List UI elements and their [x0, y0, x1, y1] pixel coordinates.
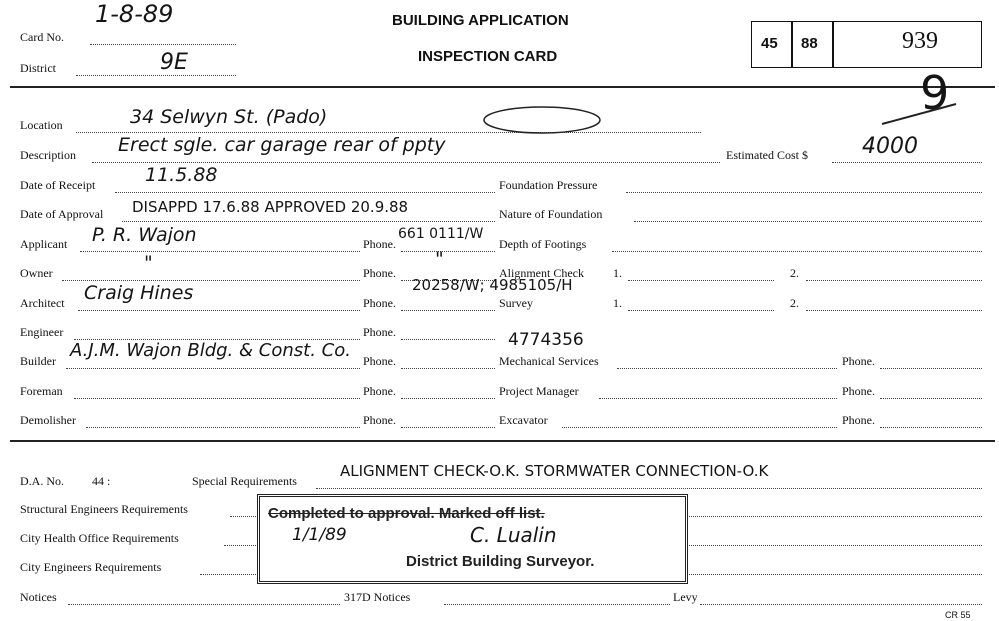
- builder-value: A.J.M. Wajon Bldg. & Const. Co.: [70, 340, 351, 361]
- completion-stamp: [257, 494, 688, 584]
- date-approval-value: DISAPPD 17.6.88 APPROVED 20.9.88: [132, 198, 409, 216]
- demolisher-label: Demolisher: [20, 413, 76, 427]
- district-value: 9E: [160, 50, 188, 75]
- special-requirements-label: Special Requirements: [192, 474, 297, 488]
- stamp-signature: C. Lualin: [470, 523, 557, 547]
- reference-b: 88: [801, 35, 818, 52]
- architect-phone-label: Phone.: [363, 296, 396, 310]
- notices-label: Notices: [20, 590, 57, 604]
- excavator-label: Excavator: [499, 413, 548, 427]
- structural-requirements-label: Structural Engineers Requirements: [20, 502, 188, 516]
- city-engineers-label: City Engineers Requirements: [20, 560, 162, 574]
- architect-value: Craig Hines: [84, 282, 194, 304]
- foreman-line: [74, 398, 360, 399]
- owner-value: ": [144, 252, 153, 274]
- levy-label: Levy: [673, 590, 698, 604]
- card-number-line: [90, 44, 236, 45]
- architect-label: Architect: [20, 296, 65, 310]
- excavator-phone-line: [880, 427, 982, 428]
- card-number-value: 1-8-89: [95, 0, 174, 28]
- card-title-line2: INSPECTION CARD: [418, 48, 558, 65]
- builder-label: Builder: [20, 354, 56, 368]
- estimated-cost-label: Estimated Cost $: [726, 148, 808, 162]
- foreman-phone-label: Phone.: [363, 384, 396, 398]
- header-divider: [10, 86, 995, 88]
- applicant-phone-value: 661 0111/W: [398, 226, 484, 242]
- notices-317d-label: 317D Notices: [344, 590, 411, 604]
- special-requirements-line: [316, 488, 982, 489]
- architect-line: [78, 310, 360, 311]
- mechanical-phone-line: [880, 368, 982, 369]
- description-line: [92, 162, 720, 163]
- margin-mark: 9: [920, 66, 950, 120]
- notices-line: [68, 604, 340, 605]
- location-line: [76, 132, 701, 133]
- foundation-pressure-line: [626, 192, 982, 193]
- location-value: 34 Selwyn St. (Pado): [130, 106, 328, 128]
- architect-phone-line: [401, 310, 495, 311]
- builder-phone-line: [401, 368, 495, 369]
- nature-foundation-label: Nature of Foundation: [499, 207, 603, 221]
- card-title-line1: BUILDING APPLICATION: [392, 12, 569, 29]
- stamp-text-line2: District Building Surveyor.: [406, 553, 595, 570]
- excavator-phone-label: Phone.: [842, 413, 875, 427]
- owner-phone-value: ": [435, 248, 444, 270]
- alignment-check-line1: [628, 280, 774, 281]
- depth-footings-line: [612, 251, 982, 252]
- notices-317d-line: [444, 604, 670, 605]
- description-label: Description: [20, 148, 76, 162]
- reference-a: 45: [761, 35, 778, 52]
- alignment-check-num1: 1.: [613, 266, 622, 280]
- project-manager-phone-label: Phone.: [842, 384, 875, 398]
- district-line: [76, 75, 236, 76]
- district-label: District: [20, 61, 56, 75]
- owner-line: [62, 280, 360, 281]
- engineer-label: Engineer: [20, 325, 64, 339]
- survey-line2: [806, 310, 982, 311]
- alignment-check-label: Alignment Check: [499, 266, 584, 280]
- depth-footings-label: Depth of Footings: [499, 237, 587, 251]
- foreman-phone-line: [401, 398, 495, 399]
- reference-c: 939: [902, 28, 938, 54]
- owner-phone-label: Phone.: [363, 266, 396, 280]
- estimated-cost-line: [832, 162, 982, 163]
- engineer-phone-line: [401, 339, 495, 340]
- foundation-pressure-label: Foundation Pressure: [499, 178, 598, 192]
- builder-line: [66, 368, 360, 369]
- mechanical-phone-label: Phone.: [842, 354, 875, 368]
- stamp-date: 1/1/89: [292, 525, 347, 545]
- foreman-label: Foreman: [20, 384, 63, 398]
- date-receipt-label: Date of Receipt: [20, 178, 96, 192]
- demolisher-phone-line: [401, 427, 495, 428]
- alignment-check-line2: [806, 280, 982, 281]
- engineer-phone-label: Phone.: [363, 325, 396, 339]
- nature-foundation-line: [634, 221, 982, 222]
- owner-label: Owner: [20, 266, 53, 280]
- stamp-text-line1: Completed to approval. Marked off list.: [268, 505, 545, 522]
- da-number-value: 44 :: [92, 474, 111, 488]
- location-label: Location: [20, 118, 63, 132]
- date-approval-line: [122, 221, 495, 222]
- description-value: Erect sgle. car garage rear of ppty: [118, 134, 446, 156]
- survey-num2: 2.: [790, 296, 799, 310]
- architect-phone-value: 20258/W; 4985105/H: [412, 276, 573, 294]
- card-number-label: Card No.: [20, 30, 64, 44]
- builder-phone-value: 4774356: [508, 330, 584, 350]
- applicant-line: [80, 251, 360, 252]
- da-number-label: D.A. No.: [20, 474, 64, 488]
- applicant-phone-line: [401, 251, 495, 252]
- date-receipt-line: [115, 192, 495, 193]
- survey-line1: [628, 310, 774, 311]
- builder-phone-label: Phone.: [363, 354, 396, 368]
- project-manager-line: [599, 398, 837, 399]
- reference-box: [751, 21, 982, 68]
- applicant-phone-label: Phone.: [363, 237, 396, 251]
- date-receipt-value: 11.5.88: [145, 164, 218, 186]
- date-approval-label: Date of Approval: [20, 207, 104, 221]
- applicant-label: Applicant: [20, 237, 68, 251]
- location-bracket: [480, 104, 605, 136]
- demolisher-phone-label: Phone.: [363, 413, 396, 427]
- estimated-cost-value: 4000: [862, 134, 918, 159]
- levy-line: [700, 604, 982, 605]
- survey-label: Survey: [499, 296, 533, 310]
- health-requirements-label: City Health Office Requirements: [20, 531, 179, 545]
- mechanical-services-line: [617, 368, 837, 369]
- project-manager-phone-line: [880, 398, 982, 399]
- project-manager-label: Project Manager: [499, 384, 579, 398]
- alignment-check-num2: 2.: [790, 266, 799, 280]
- demolisher-line: [86, 427, 360, 428]
- form-code: CR 55: [945, 610, 971, 620]
- excavator-line: [562, 427, 837, 428]
- lower-divider: [10, 440, 995, 442]
- mechanical-services-label: Mechanical Services: [499, 354, 599, 368]
- survey-num1: 1.: [613, 296, 622, 310]
- special-requirements-value: ALIGNMENT CHECK-O.K. STORMWATER CONNECTION-O.K: [340, 462, 769, 480]
- applicant-value: P. R. Wajon: [92, 224, 197, 246]
